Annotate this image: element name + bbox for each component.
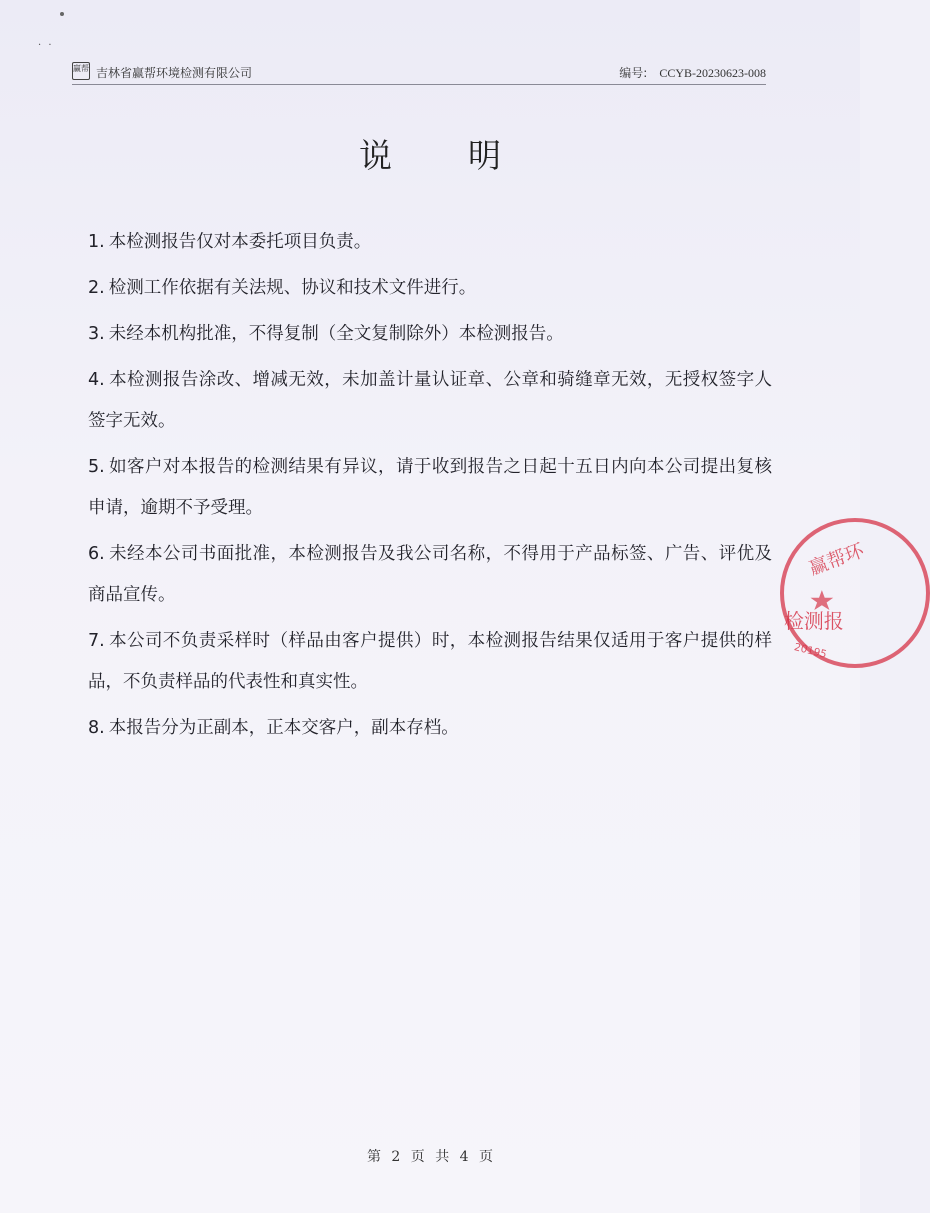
list-item <box>88 268 772 309</box>
item-number: 2. <box>88 278 105 298</box>
item-number: 6. <box>88 544 105 564</box>
page-title: 说明 <box>359 136 577 175</box>
item-text: 如客户对本报告的检测结果有异议，请于收到报告之日起十五日内向本公司提出复核申请，逾期不予受理。 <box>88 457 772 518</box>
seal-graphic <box>784 522 926 664</box>
scan-speck <box>60 12 64 16</box>
item-text: 检测工作依据有关法规、协议和技术文件进行。 <box>108 278 477 298</box>
scan-marks: · · <box>38 40 54 51</box>
list-item <box>88 222 772 263</box>
item-text: 本报告分为正副本，正本交客户，副本存档。 <box>108 718 459 738</box>
list-item <box>88 621 772 703</box>
item-number: 8. <box>88 718 105 738</box>
report-serial <box>619 64 766 81</box>
list-item <box>88 534 772 616</box>
item-number: 7. <box>88 631 105 651</box>
document-header <box>72 60 766 85</box>
item-number: 4. <box>88 370 105 390</box>
company-name: 吉林省赢帮环境检测有限公司 <box>96 66 253 80</box>
item-text: 本检测报告涂改、增减无效，未加盖计量认证章、公章和骑缝章无效，无授权签字人签字无效。 <box>88 370 772 431</box>
seal-stamp <box>780 518 930 668</box>
serial-label: 编号: <box>619 66 648 80</box>
list-item <box>88 360 772 442</box>
seal-text-top: 赢帮环 <box>806 539 867 580</box>
list-item <box>88 447 772 529</box>
list-item <box>88 708 772 749</box>
notes-list <box>88 222 772 754</box>
seal-text-mid: 检测报 <box>784 610 844 634</box>
item-number: 1. <box>88 232 105 252</box>
item-number: 5. <box>88 457 105 477</box>
item-text: 未经本公司书面批准，本检测报告及我公司名称，不得用于产品标签、广告、评优及商品宣传。 <box>88 544 772 605</box>
item-text: 本检测报告仅对本委托项目负责。 <box>108 232 372 252</box>
list-item <box>88 314 772 355</box>
serial-value: CCYB-20230623-008 <box>659 66 766 80</box>
seal-star-icon <box>811 590 834 610</box>
item-text: 未经本机构批准，不得复制（全文复制除外）本检测报告。 <box>108 324 564 344</box>
seal-text-number: 20195 <box>792 641 828 661</box>
company-logo-icon: 赢帮 <box>72 62 90 80</box>
item-number: 3. <box>88 324 105 344</box>
page-number: 第 2 页 共 4 页 <box>366 1149 494 1165</box>
item-text: 本公司不负责采样时（样品由客户提供）时，本检测报告结果仅适用于客户提供的样品，不负责样品的代表性和真实性。 <box>88 631 772 692</box>
